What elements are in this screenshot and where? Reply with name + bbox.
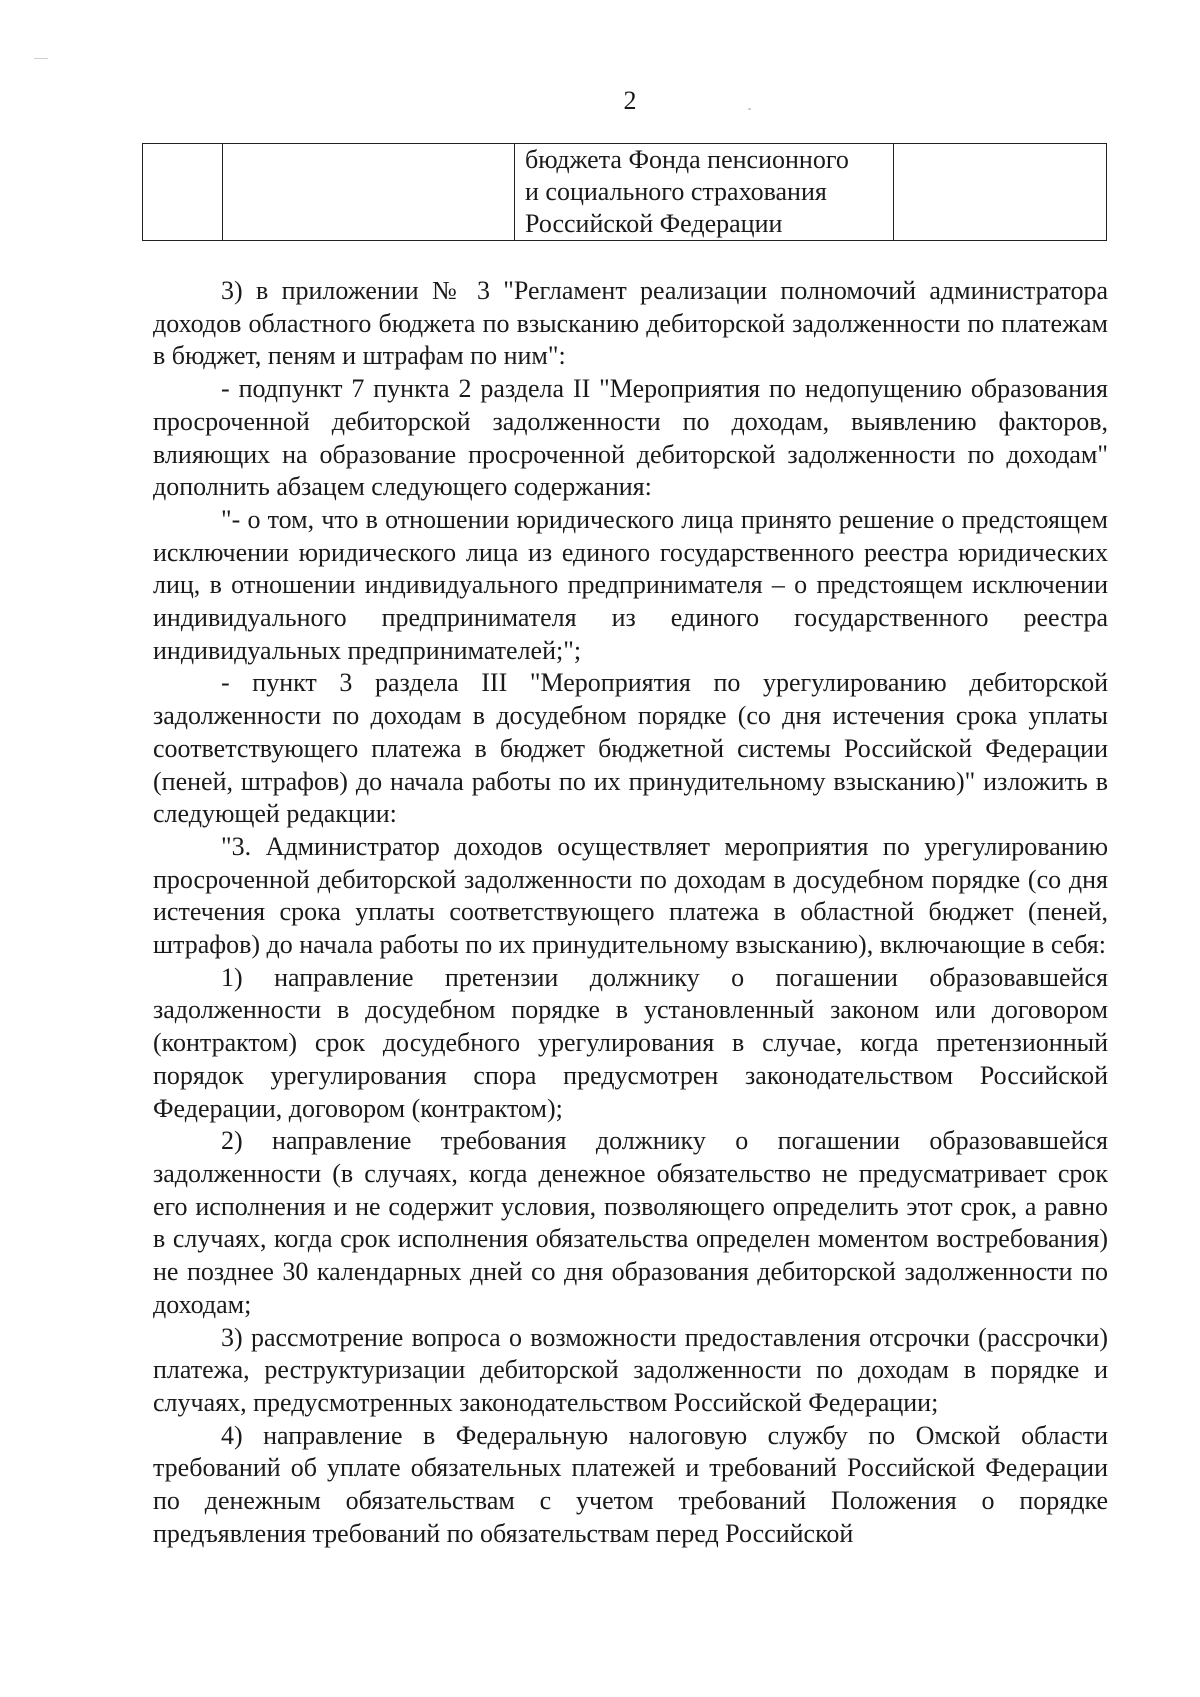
paragraph: - подпункт 7 пункта 2 раздела II "Мероприятия по недопущению образования просроченной дебиторской задолженности по доходам, выявлению факторов, влияющих на образование просроченной дебиторской задолженности по доходам" дополнить абзацем следующего содержания: [153,374,1108,502]
scan-artifact [748,108,751,110]
paragraph: "3. Администратор доходов осуществляет мероприятия по урегулированию просроченной дебиторской задолженности по доходам в досудебном порядке (со дня истечения срока уплаты соответствующего платежа в областной бюджет (пеней, штрафов) до начала работы по их принудительному взысканию), включающие в себя: [153,831,1108,960]
table-row [143,144,1107,241]
paragraph: "- о том, что в отношении юридического лица принято решение о предстоящем исключении юридического лица из единого государственного реестра юридических лиц, в отношении индивидуального предпринимателя – о предстоящем исключении индивидуального предпринимателя из единого государственного реестра индивидуальных предпринимателей;"; [153,504,1108,665]
table-cell [515,144,894,241]
paragraph: 2) направление требования должнику о погашении образовавшейся задолженности (в случаях, когда денежное обязательство не предусматривает срок его исполнения и не содержит условия, позволяющего определить этот срок, а равно в случаях, когда срок исполнения обязательства определен моментом востребования) не позднее 30 календарных дней со дня образования дебиторской задолженности по доходам; [153,1126,1108,1319]
paragraph: 1) направление претензии должнику о погашении образовавшейся задолженности в досудебном порядке в установленный законом или договором (контрактом) срок досудебного урегулирования в случае, когда претензионный порядок урегулирования спора предусмотрен законодательством Российской Федерации, договором (контрактом); [153,962,1108,1123]
paragraph: 3) в приложении № 3 "Регламент реализации полномочий администратора доходов областного бюджета по взысканию дебиторской задолженности по платежам в бюджет, пеням и штрафам по ним": [153,276,1108,371]
table-cell [143,144,223,241]
paragraph: - пункт 3 раздела III "Мероприятия по урегулированию дебиторской задолженности по доходам в досудебном порядке (со дня истечения срока уплаты соответствующего платежа в бюджет бюджетной системы Российской Федерации (пеней, штрафов) до начала работы по их принудительному взысканию)" изложить в следующей редакции: [153,668,1108,829]
document-body [153,275,1108,1550]
page-number: 2 [623,86,637,115]
paragraph: 3) рассмотрение вопроса о возможности предоставления отсрочки (рассрочки) платежа, реструктуризации дебиторской задолженности по доходам в порядке и случаях, предусмотренных законодательством Российской Федерации; [153,1322,1108,1417]
table-cell-line: и социального страхования [525,177,827,206]
scan-artifact [34,58,48,59]
continuation-table [142,143,1107,241]
table-cell [894,144,1107,241]
paragraph: 4) направление в Федеральную налоговую службу по Омской области требований об уплате обязательных платежей и требований Российской Федерации по денежным обязательствам с учетом требований Положения о порядке предъявления требований по обязательствам перед Российской [153,1420,1108,1548]
table-cell-line: Российской Федерации [525,209,783,238]
table-cell [223,144,515,241]
table-cell-line: бюджета Фонда пенсионного [525,145,849,174]
